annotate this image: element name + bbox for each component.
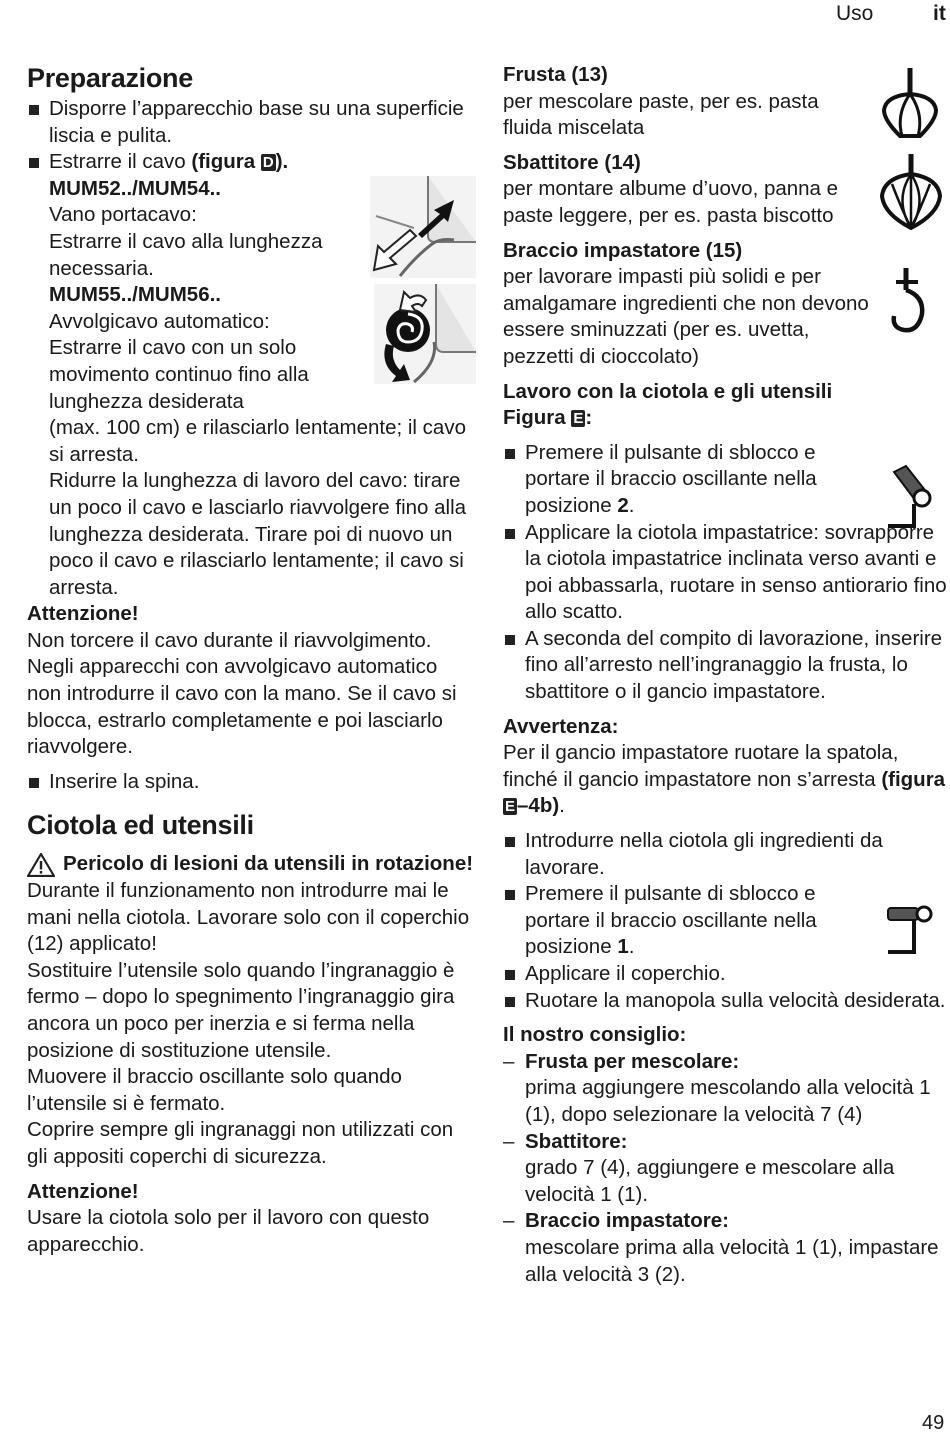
bowl-title: Ciotola ed utensili — [27, 810, 254, 841]
arm-position-1-icon — [884, 904, 940, 958]
sbattitore-text: per montare albume d’uovo, panna e paste leggere, per es. pasta biscotto — [503, 177, 839, 227]
step-2: Applicare la ciotola impastatrice: sovrapporre la ciotola impastatrice inclinata verso avanti e poi abbassarla, ruotare in senso antiorario fino allo scatto. — [503, 520, 950, 626]
figure-label-e-2: E — [505, 798, 516, 816]
attention-title-2: Attenzione! — [27, 1179, 139, 1203]
model-mum55: MUM55../MUM56.. — [49, 283, 221, 307]
step-3: A seconda del compito di lavorazione, inserire fino all’arresto nell’ingranaggio la frusta, lo sbattitore o il gancio impastatore. — [503, 626, 950, 706]
page-number: 49 — [922, 1412, 945, 1434]
danger-text: Durante il funzionamento non introdurre mai le mani nella ciotola. Lavorare solo con il coperchio (12) applicato! — [27, 879, 470, 956]
step-1: Premere il pulsante di sblocco e portare il braccio oscillante nella posizione 2. — [503, 440, 865, 520]
arm-position-2-icon — [884, 464, 940, 534]
step-7: Ruotare la manopola sulla velocità desiderata. — [503, 988, 950, 1015]
step-5: Premere il pulsante di sblocco e portare il braccio oscillante nella posizione 1. — [503, 881, 865, 961]
replace-text: Sostituire l’utensile solo quando l’ingranaggio è fermo – dopo lo spegnimento l’ingranaggio gira ancora un poco per inerzia e si ferma nella posizione di sostituzione utensile. — [27, 958, 455, 1062]
move-text: Muovere il braccio oscillante solo quando l’utensile si è fermato. — [27, 1065, 402, 1115]
cable-storage-illustration — [370, 176, 476, 278]
model-mum52: MUM52../MUM54.. — [49, 176, 221, 200]
prep-item-1: Disporre l’apparecchio base su una superficie liscia e pulita. — [27, 96, 479, 149]
prep-title: Preparazione — [27, 63, 193, 93]
sbattitore-title: Sbattitore (14) — [503, 150, 641, 174]
tip-title: Il nostro consiglio: — [503, 1023, 687, 1047]
left-column: Preparazione Disporre l’apparecchio base su una superficie liscia e pulita. Estrarre il cavo (figura D). MUM52../MUM54.. Vano portacavo: Estrarre il cavo alla lunghezza necessaria. MUM55../MUM56.. Avvolgicavo automatico: Estrarre il cavo con un solo movimento continuo fino alla lunghezza desiderata (max. 100 cm) e rilasciarlo lentamente; il cavo si arresta. Ridurre la lunghezza di lavoro del cavo: tirare un poco il cavo e lasciarlo riavvolgere fino alla lunghezza desiderata. Tirare poi di nuovo un poco il cavo e rilasciarlo lentamente; il cavo si arresta. Attenzione! Non torcere il cavo durante il riavvolgimento. Negli apparecchi con avvolgicavo automatico non introdurre il cavo con la mano. Se il cavo si blocca, estrarlo completamente e poi lasciarlo riavvolgere. Inserire la spina. Ciotola ed utensili Pericolo di lesioni da utensili in rotazione! Durante il funzionamento non introdurre mai le mani nella ciotola. Lavorare solo con il coperchio (12) applicato! Sostituire l’utensile solo quando l’ingranaggio è fermo – dopo lo spegnimento l’ingranaggio gira ancora un poco per inerzia e si ferma nella posizione di sostituzione utensile. Muovere il braccio oscillante solo quando l’utensile si è fermato. Coprire sempre gli ingranaggi non utilizzati con gli appositi coperchi di sicurezza. Attenzione! Usare la ciotola solo per il lavoro con questo apparecchio. — [27, 62, 477, 1258]
tip-3: – Braccio impastatore: mescolare prima alla velocità 1 (1), impastare alla velocità 3 (2). — [503, 1208, 950, 1288]
cable-reel-illustration — [374, 284, 476, 384]
prep-item-2: Estrarre il cavo (figura D). — [27, 149, 477, 176]
attention-title-1: Attenzione! — [27, 602, 139, 626]
frusta-text: per mescolare paste, per es. pasta fluida miscelata — [503, 89, 819, 140]
cover-text: Coprire sempre gli ingranaggi non utilizzati con gli appositi coperchi di sicurezza. — [27, 1118, 454, 1168]
reduce-text: Ridurre la lunghezza di lavoro del cavo: tirare un poco il cavo e lasciarlo riavvolgere fino alla lunghezza desiderata. Tirare poi di nuovo un poco il cavo e rilasciarlo lentamente; il cavo si arresta. — [49, 469, 467, 599]
work-title: Lavoro con la ciotola e gli utensili Figura E: — [503, 379, 833, 430]
figure-label-d: D — [262, 154, 274, 172]
header-lang: it — [933, 2, 946, 25]
danger-warning: Pericolo di lesioni da utensili in rotazione! — [27, 851, 477, 878]
plug-item: Inserire la spina. — [27, 769, 477, 796]
tip-1: – Frusta per mescolare: prima aggiungere mescolando alla velocità 1 (1), dopo selezionare la velocità 7 (4) — [503, 1049, 950, 1129]
step-6: Applicare il coperchio. — [503, 961, 950, 988]
braccio-text: per lavorare impasti più solidi e per amalgamare ingredienti che non devono essere sminuzzati (per es. uvetta, pezzetti di cioccolato) — [503, 265, 869, 368]
attention-text-1: Non torcere il cavo durante il riavvolgimento. Negli apparecchi con avvolgicavo automatico non introdurre il cavo con la mano. Se il cavo si blocca, estrarlo completamente e poi lasciarlo riavvolgere. — [27, 628, 457, 759]
tip-2: – Sbattitore: grado 7 (4), aggiungere e mescolare alla velocità 1 (1). — [503, 1129, 950, 1209]
beater-icon — [878, 152, 944, 230]
whisk-icon — [878, 66, 942, 142]
dough-hook-icon — [888, 266, 932, 340]
warning-triangle-icon — [27, 853, 55, 877]
frusta-title: Frusta (13) — [503, 63, 608, 86]
braccio-title: Braccio impastatore (15) — [503, 238, 743, 262]
step-4: Introdurre nella ciotola gli ingredienti da lavorare. — [503, 828, 950, 881]
attention-text-2: Usare la ciotola solo per il lavoro con questo apparecchio. — [27, 1206, 430, 1256]
avvertenza-title: Avvertenza: — [503, 714, 619, 738]
right-column — [503, 62, 950, 1288]
header-section: Uso — [836, 2, 874, 25]
figure-label-e: E — [573, 410, 584, 428]
avvertenza-text: Per il gancio impastatore ruotare la spatola, finché il gancio impastatore non s’arresta (figura E–4b). — [503, 741, 946, 818]
